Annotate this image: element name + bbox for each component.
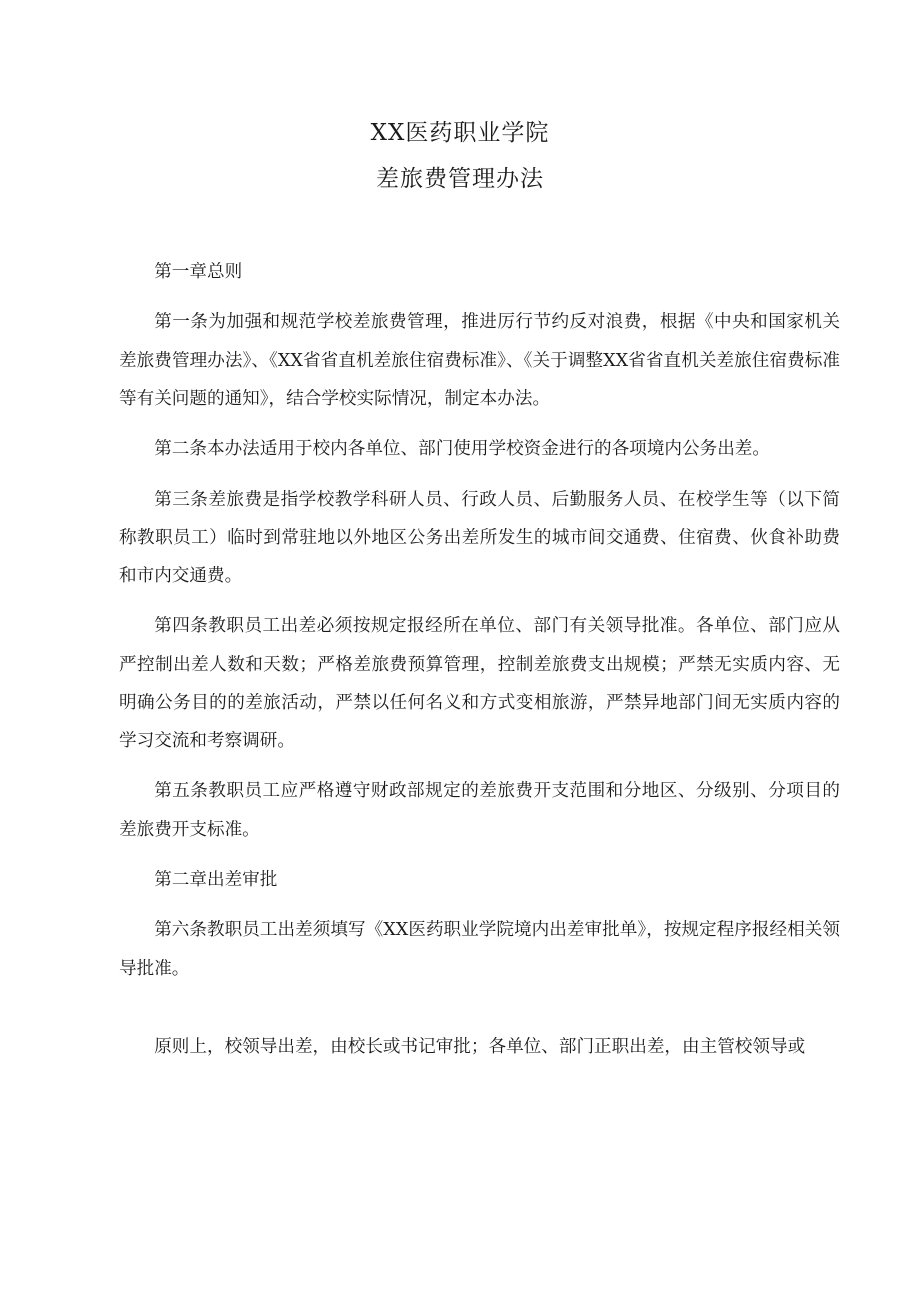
document-title: XX医药职业学院 (370, 120, 550, 146)
approval-rule-paragraph: 原则上，校领导出差，由校长或书记审批；各单位、部门正职出差，由主管校领导或 (154, 1036, 806, 1057)
document-body (119, 253, 840, 1078)
article-3: 第三条差旅费是指学校教学科研人员、行政人员、后勤服务人员、在校学生等（以下简称教职员工）临时到常驻地以外地区公务出差所发生的城市间交通费、住宿费、伙食补助费和市内交通费。 (119, 489, 840, 586)
chapter-heading-2: 第二章出差审批 (154, 869, 278, 890)
article-4: 第四条教职员工出差必须按规定报经所在单位、部门有关领导批准。各单位、部门应从严控制出差人数和天数；严格差旅费预算管理，控制差旅费支出规模；严禁无实质内容、无明确公务目的的差旅活动，严禁以任何名义和方式变相旅游，严禁异地部门间无实质内容的学习交流和考察调研。 (119, 616, 840, 751)
chapter-heading-1: 第一章总则 (154, 262, 243, 282)
article-2: 第二条本办法适用于校内各单位、部门使用学校资金进行的各项境内公务出差。 (154, 439, 770, 460)
document-subtitle: 差旅费管理办法 (376, 166, 544, 192)
article-1: 第一条为加强和规范学校差旅费管理，推进厉行节约反对浪费，根据《中央和国家机关差旅费管理办法》、《XX省省直机差旅住宿费标准》、《关于调整XX省省直机关差旅住宿费标准等有关问题的通知》，结合学校实际情况，制定本办法。 (119, 312, 840, 409)
article-6: 第六条教职员工出差须填写《XX医药职业学院境内出差审批单》，按规定程序报经相关领导批准。 (119, 920, 840, 979)
article-5: 第五条教职员工应严格遵守财政部规定的差旅费开支范围和分地区、分级别、分项目的差旅费开支标准。 (119, 781, 840, 840)
